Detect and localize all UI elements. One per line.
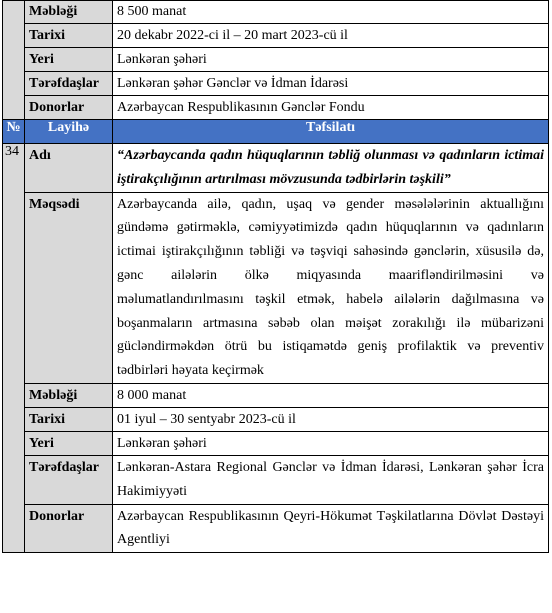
project-name-label: Adı (25, 144, 113, 193)
header-project: Layihə (25, 120, 113, 144)
project-date-value: 01 iyul – 30 sentyabr 2023-cü il (113, 407, 549, 431)
project-place-label: Yeri (25, 431, 113, 455)
project-partners-value: Lənkəran-Astara Regional Gənclər və İdman İdarəsi, Lənkəran şəhər İcra Hakimiyyəti (113, 455, 549, 504)
table-header-row (3, 120, 549, 144)
project-donors-value: Azərbaycan Respublikasının Qeyri-Hökumət Təşkilatlarına Dövlət Dəstəyi Agentliyi (113, 504, 549, 553)
prev-project-number-cell (3, 1, 25, 120)
prev-amount-label: Məbləği (25, 1, 113, 24)
project-name-value: “Azərbaycanda qadın hüquqlarının təbliğ olunması və qadınların ictimai iştirakçılığının artırılması mövzusunda tədbirlərin təşkili” (113, 144, 549, 193)
prev-donors-label: Donorlar (25, 96, 113, 120)
prev-amount-value: 8 500 manat (113, 1, 549, 24)
project-goal-value: Azərbaycanda ailə, qadın, uşaq və gender məsələlərinin aktuallığını gündəmə gətirməklə, cəmiyyətimizdə qadın hüquqlarının və qadınların ictimai iştirakçılığının təbliği və təşviqi sahəsində gənclərin, xüsusilə də, gənc ailələrin ölkə miqyasında maarifləndirilməsini və məlumatlandırılmasını təşkil etmək, habelə ailələrin dağılmasına və boşanmaların artmasına səbəb olan məişət zorakılığı ilə mübarizəni gücləndirməkdən ötrü bu istiqamətdə geniş profilaktik və preventiv tədbirləri həyata keçirmək (113, 192, 549, 383)
prev-place-label: Yeri (25, 48, 113, 72)
project-number: 34 (3, 144, 25, 553)
project-partners-label: Tərəfdaşlar (25, 455, 113, 504)
project-donors-label: Donorlar (25, 504, 113, 553)
project-place-value: Lənkəran şəhəri (113, 431, 549, 455)
projects-table (2, 0, 549, 553)
header-number: № (3, 120, 25, 144)
project-amount-value: 8 000 manat (113, 383, 549, 407)
prev-date-label: Tarixi (25, 24, 113, 48)
prev-partners-value: Lənkəran şəhər Gənclər və İdman İdarəsi (113, 72, 549, 96)
header-details: Təfsilatı (113, 120, 549, 144)
project-goal-label: Məqsədi (25, 192, 113, 383)
project-amount-label: Məbləği (25, 383, 113, 407)
prev-place-value: Lənkəran şəhəri (113, 48, 549, 72)
project-date-label: Tarixi (25, 407, 113, 431)
prev-partners-label: Tərəfdaşlar (25, 72, 113, 96)
prev-date-value: 20 dekabr 2022-ci il – 20 mart 2023-cü il (113, 24, 549, 48)
prev-donors-value: Azərbaycan Respublikasının Gənclər Fondu (113, 96, 549, 120)
